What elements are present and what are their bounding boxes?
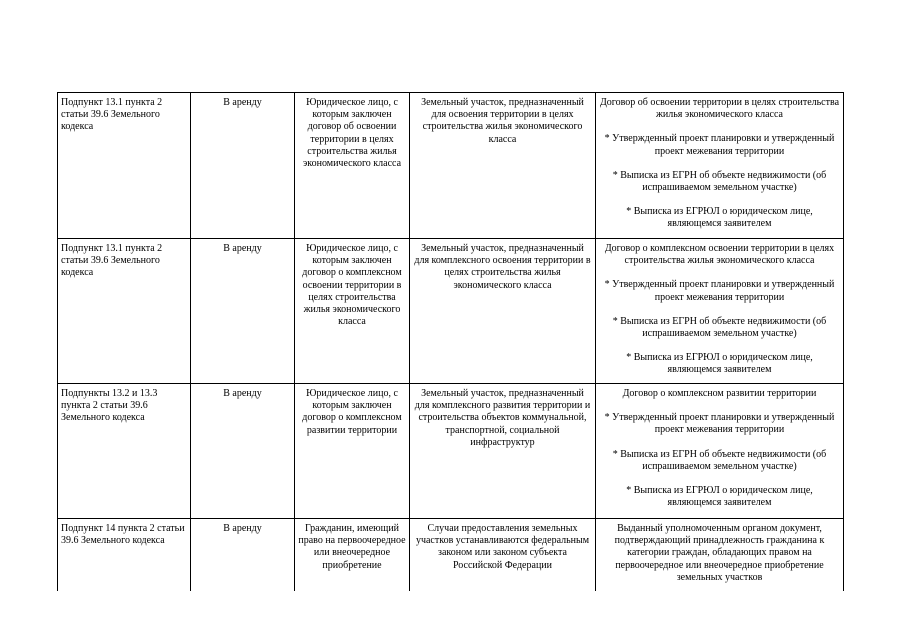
table-row [58, 93, 844, 239]
document-item: Договор о комплексном развитии территории [622, 388, 817, 399]
document-item: * Выписка из ЕГРН об объекте недвижимости (об испрашиваемом земельном участке) [612, 315, 827, 340]
document-item: * Утвержденный проект планировки и утвержденный проект межевания территории [604, 412, 835, 436]
land-cell: Земельный участок, предназначенный для комплексного освоения территории в целях строительства жилья экономического класса [410, 239, 596, 384]
applicant-cell: Гражданин, имеющий право на первоочередное или внеочередное приобретение [295, 519, 410, 591]
document-item: * Выписка из ЕГРЮЛ о юридическом лице, являющемся заявителем [626, 352, 813, 376]
document-item: * Утвержденный проект планировки и утвержденный проект межевания территории [604, 279, 835, 303]
applicant-cell: Юридическое лицо, с которым заключен договор о комплексном освоении территории в целях строительства жилья экономического класса [295, 239, 410, 384]
document-item: * Выписка из ЕГРЮЛ о юридическом лице, являющемся заявителем [626, 485, 813, 509]
land-provision-table [57, 92, 844, 591]
applicant-cell: Юридическое лицо, с которым заключен договор о комплексном развитии территории [295, 384, 410, 519]
basis-cell: Подпункт 13.1 пункта 2 статьи 39.6 Земельного кодекса [58, 93, 191, 239]
table-row [58, 519, 844, 591]
applicant-cell: Юридическое лицо, с которым заключен договор об освоении территории в целях строительства жилья экономического класса [295, 93, 410, 239]
document-item: * Выписка из ЕГРН об объекте недвижимости (об испрашиваемом земельном участке) [612, 169, 827, 194]
basis-cell: Подпункты 13.2 и 13.3 пункта 2 статьи 39.6 Земельного кодекса [58, 384, 191, 519]
land-cell: Земельный участок, предназначенный для освоения территории в целях строительства жилья экономического класса [410, 93, 596, 239]
land-cell: Земельный участок, предназначенный для комплексного развития территории и строительства объектов коммунальной, транспортной, социальной инфраструктур [410, 384, 596, 519]
document-item: Выданный уполномоченным органом документ, подтверждающий принадлежность гражданина к категории граждан, обладающих правом на первоочередное или внеочередное приобретение земельных участков [614, 523, 825, 583]
documents-cell [596, 519, 844, 591]
document-item: Договор о комплексном освоении территории в целях строительства жилья экономического класса [604, 243, 835, 267]
land-cell: Случаи предоставления земельных участков устанавливаются федеральным законом или законом субъекта Российской Федерации [410, 519, 596, 591]
documents-cell [596, 93, 844, 239]
document-item: * Выписка из ЕГРЮЛ о юридическом лице, являющемся заявителем [626, 206, 813, 230]
documents-cell [596, 384, 844, 519]
form-cell: В аренду [191, 93, 295, 239]
document-item: * Утвержденный проект планировки и утвержденный проект межевания территории [604, 133, 835, 157]
document-item: * Выписка из ЕГРН об объекте недвижимости (об испрашиваемом земельном участке) [612, 448, 827, 472]
document-item: Договор об освоении территории в целях строительства жилья экономического класса [599, 97, 840, 121]
documents-cell [596, 239, 844, 384]
form-cell: В аренду [191, 239, 295, 384]
table-row [58, 384, 844, 519]
table-row [58, 239, 844, 384]
basis-cell: Подпункт 13.1 пункта 2 статьи 39.6 Земельного кодекса [58, 239, 191, 384]
form-cell: В аренду [191, 519, 295, 591]
form-cell: В аренду [191, 384, 295, 519]
basis-cell: Подпункт 14 пункта 2 статьи 39.6 Земельного кодекса [58, 519, 191, 591]
